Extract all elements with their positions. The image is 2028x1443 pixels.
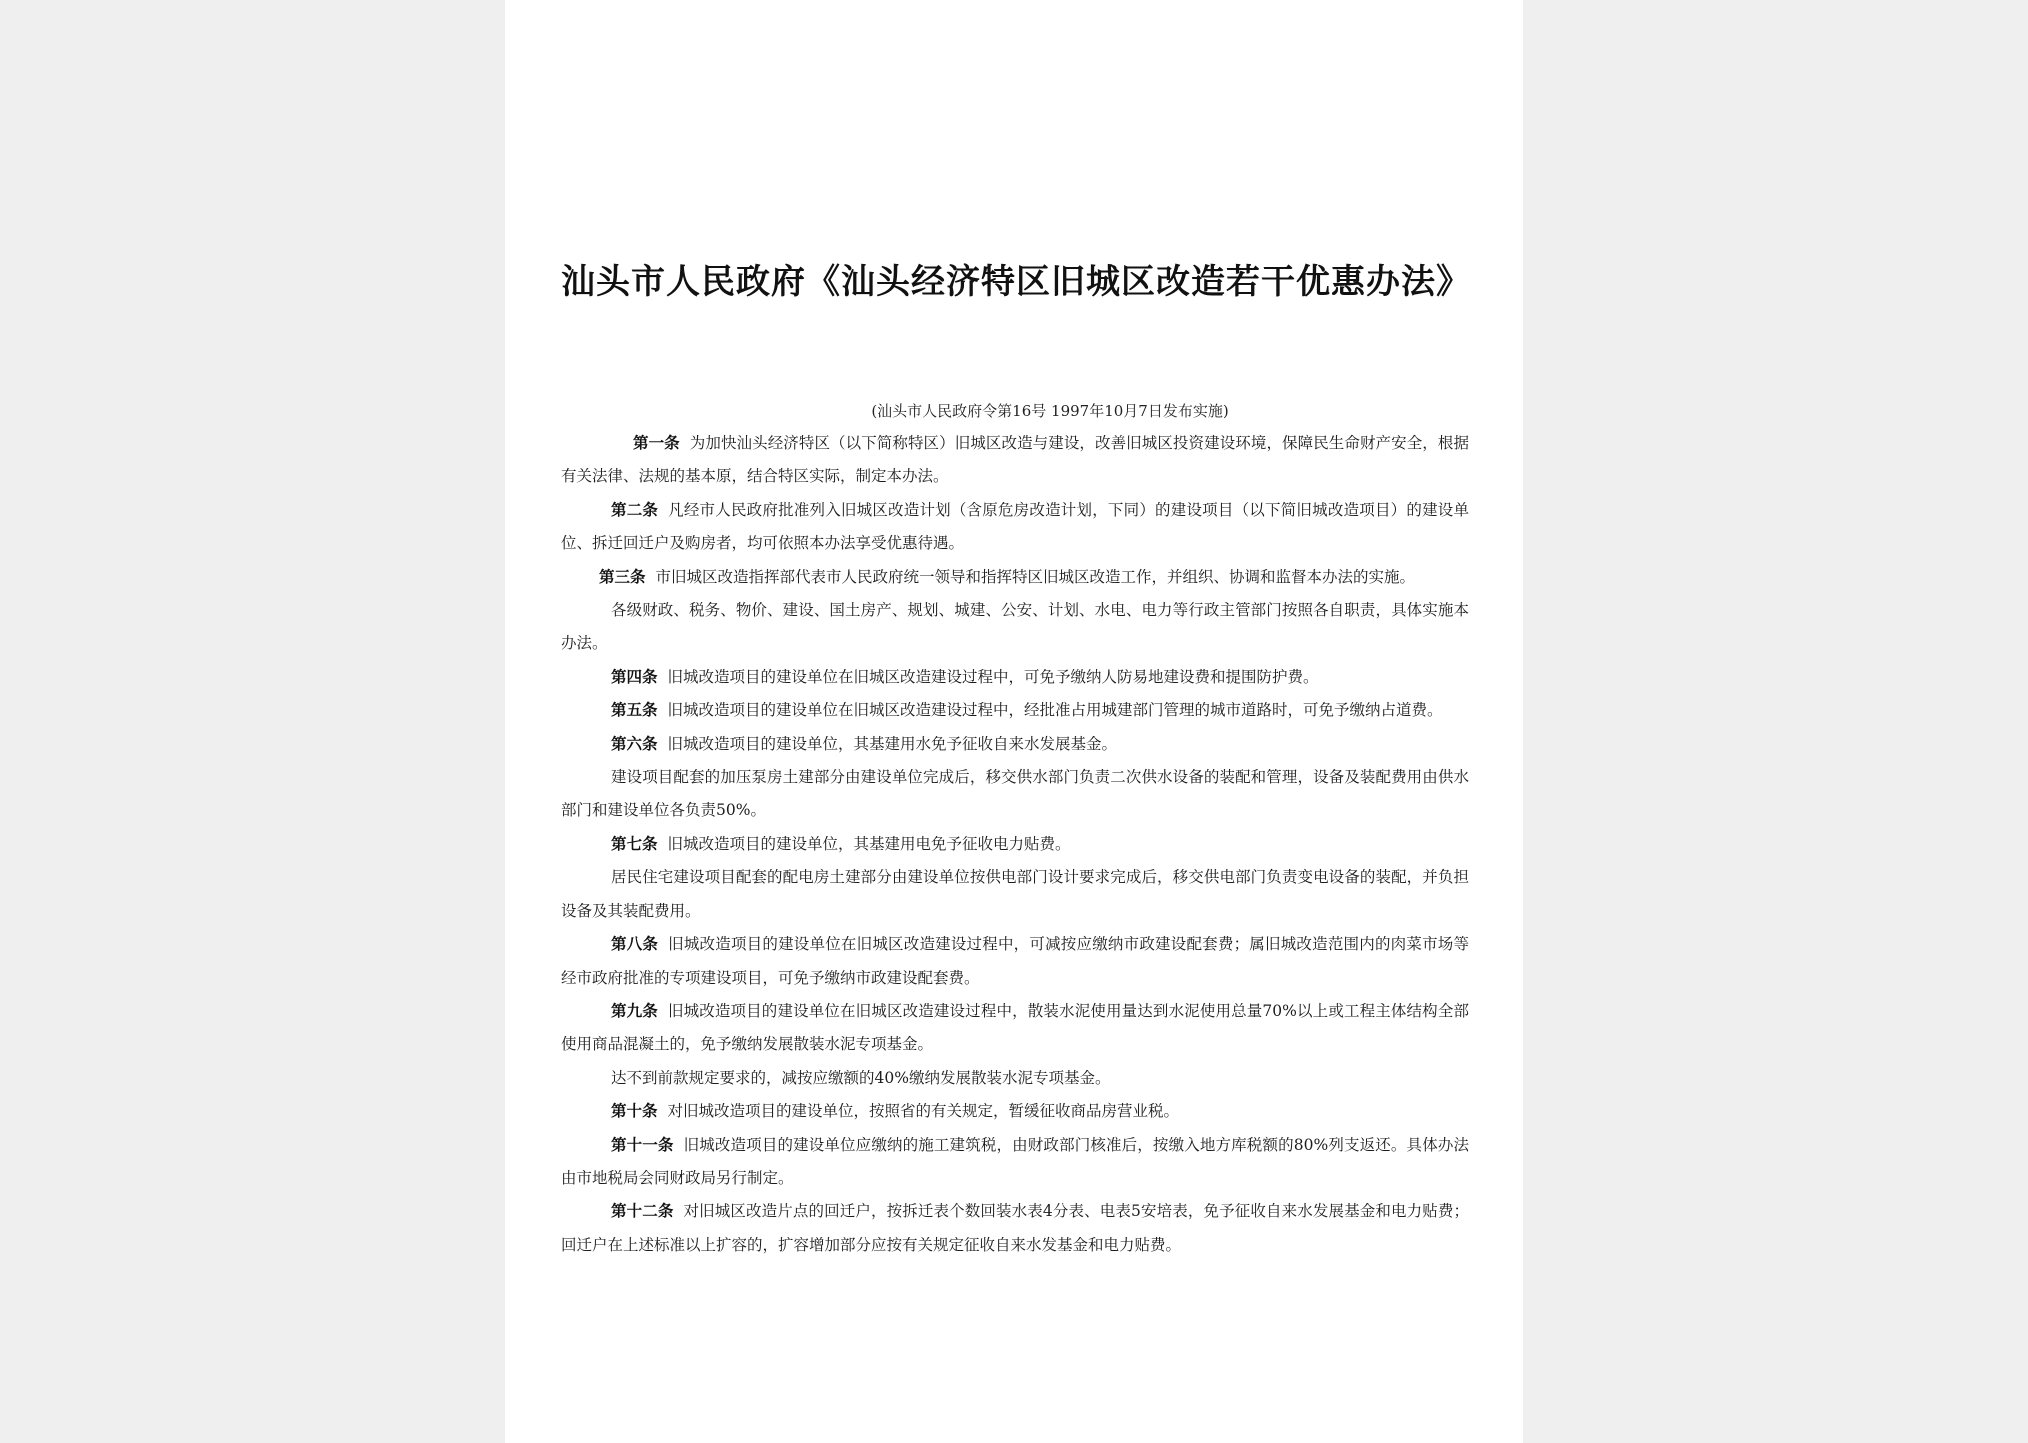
article-paragraph	[561, 594, 1469, 661]
article-paragraph	[561, 1095, 1469, 1128]
article-paragraph	[561, 861, 1469, 928]
article-number: 第六条	[611, 734, 658, 753]
document-page	[505, 0, 1523, 1443]
document-title: 汕头市人民政府《汕头经济特区旧城区改造若干优惠办法》	[561, 262, 1471, 302]
article-paragraph	[561, 1129, 1469, 1196]
article-text: 各级财政、税务、物价、建设、国土房产、规划、城建、公安、计划、水电、电力等行政主管部门按照各自职责，具体实施本办法。	[561, 601, 1469, 653]
article-paragraph	[561, 728, 1469, 761]
article-text: 达不到前款规定要求的，减按应缴额的40%缴纳发展散装水泥专项基金。	[611, 1068, 1111, 1087]
article-text: 市旧城区改造指挥部代表市人民政府统一领导和指挥特区旧城区改造工作，并组织、协调和监督本办法的实施。	[655, 567, 1416, 586]
article-number: 第一条	[633, 434, 680, 452]
article-text: 旧城改造项目的建设单位在旧城区改造建设过程中，可免予缴纳人防易地建设费和提围防护费。	[667, 667, 1319, 686]
article-text: 旧城改造项目的建设单位，其基建用水免予征收自来水发展基金。	[667, 734, 1118, 753]
article-paragraph	[561, 694, 1469, 727]
article-paragraph	[561, 761, 1469, 828]
article-text: 旧城改造项目的建设单位在旧城区改造建设过程中，经批准占用城建部门管理的城市道路时，可免予缴纳占道费。	[667, 701, 1443, 720]
article-text: 居民住宅建设项目配套的配电房土建部分由建设单位按供电部门设计要求完成后，移交供电部门负责变电设备的装配，并负担设备及其装配费用。	[561, 868, 1469, 920]
article-number: 第四条	[611, 667, 658, 686]
article-number: 第七条	[611, 834, 658, 853]
article-paragraph	[561, 494, 1469, 561]
article-paragraph	[561, 427, 1469, 494]
article-number: 第十一条	[611, 1135, 674, 1154]
article-paragraph	[561, 561, 1469, 594]
article-text: 对旧城改造项目的建设单位，按照省的有关规定，暂缓征收商品房营业税。	[667, 1102, 1180, 1121]
article-paragraph	[561, 1062, 1469, 1095]
article-number: 第三条	[599, 567, 646, 586]
article-text: 旧城改造项目的建设单位在旧城区改造建设过程中，散装水泥使用量达到水泥使用总量70%以上或工程主体结构全部使用商品混凝土的，免予缴纳发展散装水泥专项基金。	[561, 1001, 1469, 1054]
article-paragraph	[561, 1195, 1469, 1262]
article-paragraph	[561, 828, 1469, 861]
article-text: 旧城改造项目的建设单位应缴纳的施工建筑税，由财政部门核准后，按缴入地方库税额的80%列支返还。具体办法由市地税局会同财政局另行制定。	[561, 1135, 1469, 1187]
article-number: 第五条	[611, 701, 658, 720]
article-paragraph	[561, 995, 1469, 1062]
article-number: 第十二条	[611, 1202, 674, 1221]
article-number: 第二条	[611, 500, 659, 519]
article-text: 为加快汕头经济特区（以下简称特区）旧城区改造与建设，改善旧城区投资建设环境，保障民生命财产安全，根据有关法律、法规的基本原，结合特区实际，制定本办法。	[561, 434, 1469, 486]
document-subtitle: (汕头市人民政府令第16号 1997年10月7日发布实施)	[871, 402, 1229, 420]
article-text: 旧城改造项目的建设单位在旧城区改造建设过程中，可减按应缴纳市政建设配套费；属旧城改造范围内的肉菜市场等经市政府批准的专项建设项目，可免予缴纳市政建设配套费。	[561, 935, 1469, 987]
article-paragraph	[561, 928, 1469, 995]
article-text: 对旧城区改造片点的回迁户，按拆迁表个数回装水表4分表、电表5安培表，免予征收自来水发展基金和电力贴费；回迁户在上述标准以上扩容的，扩容增加部分应按有关规定征收自来水发基金和电力贴费。	[561, 1202, 1469, 1254]
document-body	[561, 427, 1469, 1262]
article-text: 凡经市人民政府批准列入旧城区改造计划（含原危房改造计划，下同）的建设项目（以下简旧城改造项目）的建设单位、拆迁回迁户及购房者，均可依照本办法享受优惠待遇。	[561, 500, 1469, 553]
article-text: 旧城改造项目的建设单位，其基建用电免予征收电力贴费。	[667, 834, 1071, 853]
article-number: 第八条	[611, 935, 659, 954]
article-text: 建设项目配套的加压泵房土建部分由建设单位完成后，移交供水部门负责二次供水设备的装配和管理，设备及装配费用由供水部门和建设单位各负责50%。	[561, 768, 1469, 820]
article-paragraph	[561, 661, 1469, 694]
article-number: 第九条	[611, 1001, 658, 1020]
article-number: 第十条	[611, 1102, 658, 1121]
